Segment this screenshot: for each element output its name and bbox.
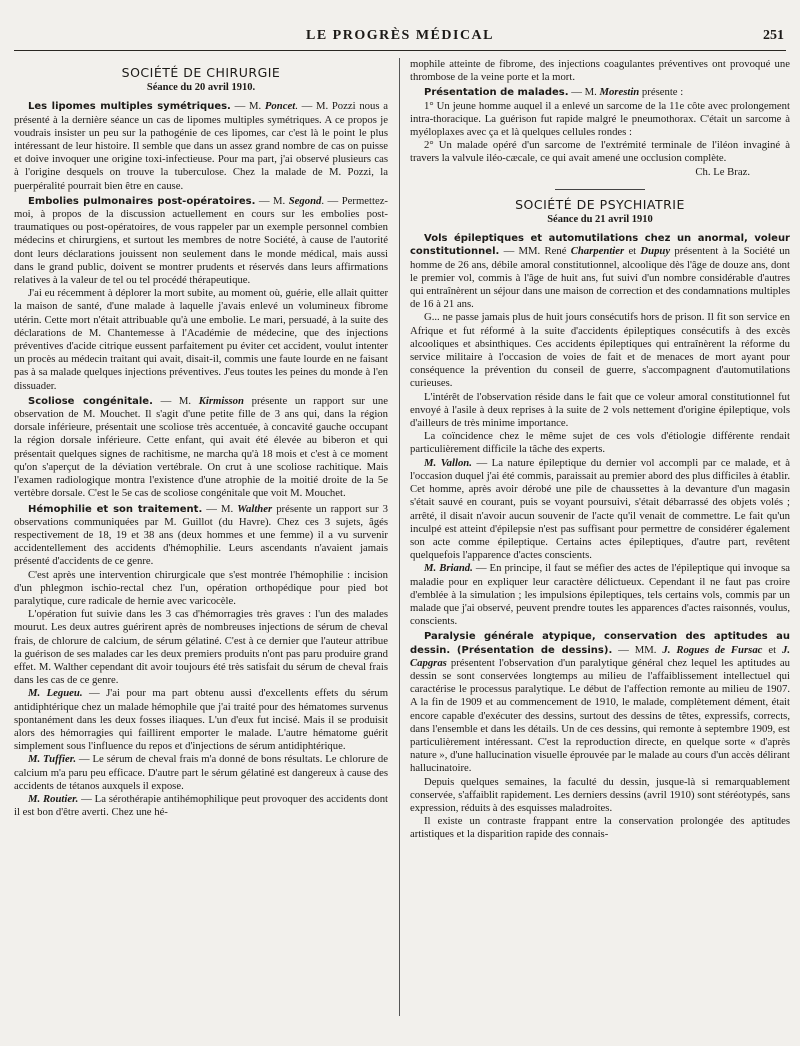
session-date: Séance du 21 avril 1910 <box>547 214 653 226</box>
paragraph-continued: mophile atteinte de fibrome, des injections coagulantes préventives ont provoqué une thrombose de la veine porte et la mort. <box>410 58 790 84</box>
text: et <box>762 643 782 656</box>
text: — M. <box>230 100 265 113</box>
article-title: Les lipomes multiples symétriques. <box>28 101 231 113</box>
speaker-name: J. Capgras <box>410 643 790 669</box>
paragraph: G... ne passe jamais plus de huit jours consécutifs hors de prison. Il fit son service en Afrique et fut réformé à la suite d'accidents épileptiques consécutifs à des excès alcooliques et absinthiques. Ces accidents épileptiques qui entraînèrent la réforme du service militaire à l'occasion de voies de fait et de menaces de mort ayant pour conséquence la prévention du conseil de guerre, s'accompagnent d'automutilations curieuses. <box>410 311 790 390</box>
text: présente : <box>639 86 684 99</box>
speaker-name: Walther <box>237 502 273 515</box>
article-paralysie-generale <box>410 630 790 775</box>
speaker-name: Kirmisson <box>198 394 244 407</box>
article-text: — La sérothérapie antihémophilique peut provoquer des accidents dont il est bon d'être averti. Chez une hé- <box>14 792 388 819</box>
paragraph: La coïncidence chez le même sujet de ces vols d'étiologie différente rendait particulièrement difficile la tâche des experts. <box>410 430 790 456</box>
paragraph: C'est après une intervention chirurgicale que s'est montrée l'hémophilie : incision d'un phlegmon ischio-rectal chez l'un, opération orthopédique pour pied bot paralytique, cure radicale de hernie avec varicocèle. <box>14 568 388 607</box>
paragraph: 2° Un malade opéré d'un sarcome de l'extrémité terminale de l'iléon invaginé à travers la valvule iléo-cæcale, ce qui avait amené une occlusion complète. <box>410 139 790 165</box>
article-hemophilie <box>14 503 388 569</box>
article-text: — La nature épileptique du dernier vol accompli par ce malade, et à l'occasion duquel j'ai été commis, paraissait au premier abord des plus difficiles à établir. Cet homme, après avoir dérobé une pile de chaussettes à la devanture d'un magasin s'était sauvé en courant, puis se voyant poursuivi, s'était débarrassé des objets volés ; arrêté, il disait n'avoir aucun souvenir de l'acte qu'il venait de commettre. Le fait qu'un inculpé est atteint d'épilepsie n'est pas suffisant pour permettre de considérer également son acte comme épileptique. Certains actes épileptiques, d'autre part, revêtent quelquefois l'apparence d'actes conscients. <box>410 456 790 562</box>
right-column <box>410 58 790 1042</box>
paragraph: Depuis quelques semaines, la faculté du dessin, jusque-là si remarquablement conservée, s'affaiblit rapidement. Les derniers dessins (avril 1910) sont stéréotypés, sans expression, réduits à des esquisses maladroites. <box>410 775 790 814</box>
paragraph: Il existe un contraste frappant entre la conservation prolongée des aptitudes artistiques et la disparition rapide des connais- <box>410 815 790 841</box>
article-text: présentent l'observation d'un paralytique général chez lequel les aptitudes au dessin se sont conservées longtemps au milieu de l'affaiblissement intellectuel qui caractérise le processus paralytique. Le début de l'affection remonte au milieu de 1907. A la fin de 1909 et au commencement de 1910, le malade, complètement dément, était encore capable d'exécuter des dessins, surtout des dessins de têtes, expressifs, corrects, dans l'ensemble et dans les détails. Un de ces dessins, qui remonte à septembre 1909, est particulièrement intéressant. C'est la reproduction directe, en quelque sorte « d'après nature », d'une hallucination visuelle éprouvée par le malade au cours d'un accès délirant hallucinatoire. <box>410 656 790 775</box>
article-text: — J'ai pour ma part obtenu aussi d'excellents effets du sérum antidiphtérique chez un malade hémophile que j'ai traité pour des hématomes survenus spontanément dans les deux fosses iliaques. L'un d'eux fut incisé. Mais il se produisit alors des hémorragies qui faillirent emporter le malade. L'autre hématome guérit simplement sous l'influence du repos et d'injections de sérum antidiphtérique. <box>14 687 388 753</box>
article-title: Scoliose congénitale. <box>28 395 153 407</box>
article-title: Embolies pulmonaires post-opératoires. <box>28 195 256 207</box>
author-signature: Ch. Le Braz. <box>695 165 750 178</box>
text: — MM. <box>612 643 663 656</box>
intervention-tuffier <box>14 753 388 793</box>
speaker-name: M. Briand. <box>424 562 473 575</box>
article-lipomes <box>14 100 388 192</box>
running-title: LE PROGRÈS MÉDICAL <box>305 28 495 43</box>
paragraph: L'intérêt de l'observation réside dans le fait que ce voleur amoral constitutionnel fut envoyé à l'asile à deux reprises à la suite de 2 vols nettement d'origine épileptique, vols d'ailleurs de très minime importance. <box>410 390 790 430</box>
text: — M. <box>255 194 289 207</box>
intervention-vallon <box>410 457 790 563</box>
article-text: — Le sérum de cheval frais m'a donné de bons résultats. Le chlorure de calcium m'a paru peu efficace. D'autre part le sérum gélatiné est dangereux à cause des accidents de tétanos auxquels il expose. <box>14 753 388 792</box>
article-text: . — Permettez-moi, à propos de la discussion actuellement en cours sur les embolies post-traumatiques ou post-opératoires, de vous rappeler par un exemple personnel combien médecins et chirurgiens, et surtout les membres de notre Société, à cause de l'autorité dont leurs déclarations jouissent non seulement dans le monde médical, mais aussi dans le grand public, doivent se montrer prudents et réservés dans leurs affirmations relatives à la valeur de tel ou tel procédé thérapeutique. <box>14 194 388 287</box>
paragraph: 1° Un jeune homme auquel il a enlevé un sarcome de la 11e côte avec prolongement intra-thoracique. La guérison fut rapide malgré le pneumothorax. C'était un sarcome à myéloplaxes avec ça et là quelques cellules rondes : <box>410 99 790 139</box>
article-text: présente un rapport sur une observation de M. Mouchet. Il s'agit d'une petite fille de 3 ans qui, dans la région dorsale inférieure, présentait une scoliose très accentuée, à concavité gauche occupant la région dorsale inférieure. Cette enfant, qui avait été élevée au biberon et qui présentait quelques signes de rachitisme, ne marcha qu'à 18 mois et c'est à ce moment qu'on s'aperçut de la déviation vertébrale. On crut à une scoliose rachitique. Mais l'examen radiologique montra l'existence d'une atrophie de la moitié droite de la 5e vertèbre dorsale. C'est le 5e cas de scoliose congénitale que voit M. Mouchet. <box>14 394 388 500</box>
speaker-name: Segond <box>288 194 322 207</box>
speaker-name: M. Routier. <box>28 792 79 805</box>
article-embolies <box>14 195 388 287</box>
speaker-name: M. Legueu. <box>28 687 83 700</box>
text: — M. <box>568 86 600 99</box>
speaker-name: Charpentier <box>570 245 625 258</box>
left-column <box>14 58 388 1042</box>
article-text: — En principe, il faut se méfier des actes de l'épileptique qui invoque sa maladie pour en expliquer leur caractère délictueux. Cependant il ne faut pas croire d'emblée à la simulation ; les impulsions épileptiques, tels certains vols, commis par un malade que j'ai observé, peuvent prendre toutes les apparences d'actes raisonnés, voulus, conscients. <box>410 562 790 628</box>
speaker-name: Dupuy <box>640 245 671 258</box>
text: — MM. René <box>499 245 571 258</box>
speaker-name: J. Rogues de Fursac <box>662 643 763 656</box>
intervention-briand <box>410 562 790 628</box>
article-title: Présentation de malades. <box>424 87 569 99</box>
society-chirurgie-title: SOCIÉTÉ DE CHIRURGIE <box>121 65 281 80</box>
society-psychiatrie-title: SOCIÉTÉ DE PSYCHIATRIE <box>515 196 685 212</box>
section-separator <box>555 189 645 190</box>
article-scoliose <box>14 395 388 501</box>
speaker-name: M. Tuffier. <box>28 753 77 766</box>
paragraph: L'opération fut suivie dans les 3 cas d'hémorragies très graves : l'un des malades mourut. Les deux autres guérirent après de nombreuses injections de sérum de cheval frais, de chlorure de calcium, de sérum gélatiné. C'est à ce dernier que l'auteur attribue la guérison de ses malades car les deux premiers produits n'ont pas paru produire grand effet. M. Walther cependant dit avoir toujours été très satisfait du sérum de cheval frais dans les cas de ce genre. <box>14 608 388 687</box>
page-header <box>14 28 786 51</box>
article-vols-epileptiques <box>410 232 790 311</box>
intervention-routier <box>14 793 388 819</box>
article-text: présentent à la Société un homme de 26 ans, débile amoral constitutionnel, alcoolique dès l'âge de douze ans, dont le premier vol, commis à l'âge de huit ans, fut suivi d'un nombre considérable d'autres qui entraînèrent un séjour dans une maison de correction et des condamnations multiples de 16 à 21 ans. <box>410 245 790 311</box>
intervention-legueu <box>14 687 388 753</box>
text: — M. <box>152 394 199 407</box>
article-title: Paralysie générale atypique, conservation des aptitudes au dessin. (Présentation de dessins). <box>410 631 790 656</box>
session-date: Séance du 20 avril 1910. <box>146 82 256 94</box>
article-title: Hémophilie et son traitement. <box>28 503 203 515</box>
text: — M. <box>202 502 238 515</box>
speaker-name: M. Vallon. <box>424 456 472 469</box>
column-rule <box>399 58 400 1016</box>
text: et <box>624 245 641 258</box>
paragraph: J'ai eu récemment à déplorer la mort subite, au moment où, guérie, elle allait quitter la maison de santé, d'une malade à laquelle j'avais enlevé un volumineux fibrome utérin. Cette mort n'était attribuable qu'à une embolie. Le mari, persuadé, à la suite des déclarations de M. Chantemesse à l'Académie de médecine, que des injections préventives d'acide citrique eussent parfaitement pu éviter cet accident, voulut intenter un procès au médecin traitant qui avait, disait-il, commis une faute lourde en ne faisant pas à sa malade quelques injections préventives. J'eus toutes les peines du monde à l'en dissuader. <box>14 287 388 392</box>
page-number: 251 <box>763 28 784 43</box>
article-title: Vols épileptiques et automutilations chez un anormal, voleur constitutionnel. <box>410 233 790 258</box>
article-presentation-malades <box>410 86 790 99</box>
speaker-name: Poncet <box>264 100 296 113</box>
speaker-name: Morestin <box>599 86 640 99</box>
article-text: . — M. Pozzi nous a présenté à la dernière séance un cas de lipomes multiples symétriques. A ce propos je voudrais insister un peu sur la pathogénie de ces lipomes, car c'est là le point le plus intéressant de leur histoire. Il semble que dans un assez grand nombre de cas on puisse et doive invoquer une origine toxi-infectieuse. Pour ma part, j'ai observé plusieurs cas à l'origine desquels on trouve la tuberculose. Chez la malade de M. Pozzi, la puerpéralité pourrait bien être en cause. <box>14 100 388 192</box>
article-text: présente un rapport sur 3 observations communiquées par M. Guillot (du Havre). Chez ces 3 sujets, âgés respectivement de 18, 19 et 38 ans (deux hommes et une femme) il a vu survenir accidentellement des accidents d'hémophilie. Leurs ascendants n'avaient jamais présenté d'accidents de ce genre. <box>14 502 388 568</box>
